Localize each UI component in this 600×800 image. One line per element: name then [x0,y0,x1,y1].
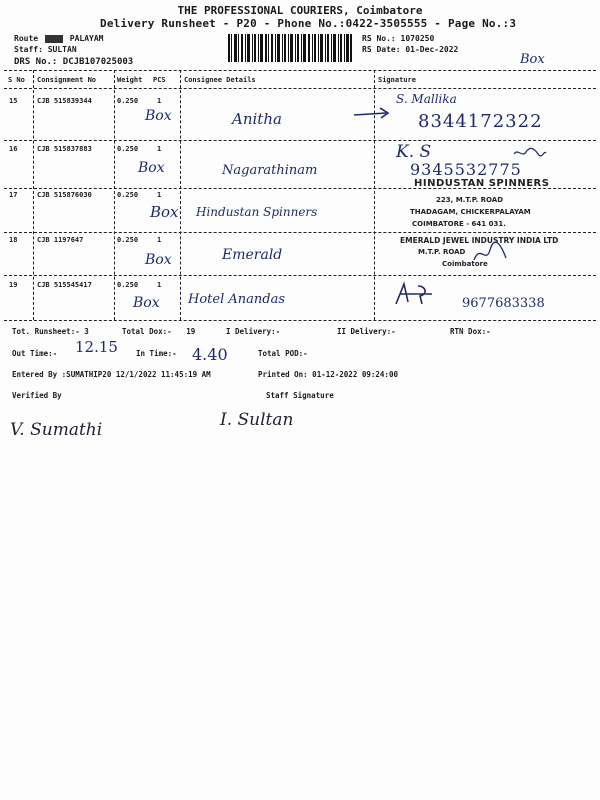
route-label: Route [14,34,39,43]
row-consignee: Hotel Anandas [188,292,285,307]
row-weight: 0.250 [117,236,139,244]
handwritten-box-tag: Box [520,52,545,67]
rs-no-line [362,34,434,43]
row-pcs: 1 [157,281,162,289]
ii-delivery: II Delivery:- [337,327,396,336]
row-hw-type: Box [150,203,179,221]
drs-label: DRS No.: [14,57,58,67]
staff-signature-label: Staff Signature [266,391,334,400]
row-sno: 17 [9,191,18,199]
row-hw-type: Box [145,108,172,124]
row-pcs: 1 [157,97,162,105]
row-hw-type: Box [145,252,172,268]
row-rule [4,275,596,276]
total-dox-label: Total Dox:- [122,327,172,336]
row-weight: 0.250 [117,191,139,199]
row-sig-name: S. Mallika [396,92,457,106]
row-sig-phone: 9345532775 [410,160,522,179]
col-header-consignment: Consignment No [37,76,97,84]
row-sno: 15 [9,97,18,105]
row-consignment: CJB 1197647 [37,236,84,244]
arrow-icon [352,106,392,120]
col-divider [33,70,34,320]
col-header-signature: Signature [378,76,416,84]
row-pcs: 1 [157,191,162,199]
row-rule [4,232,596,233]
drs-value: DCJB107025003 [62,57,134,67]
total-pod: Total POD:- [258,349,308,358]
table-header-rule [4,88,596,89]
i-delivery: I Delivery:- [226,327,281,336]
row-weight: 0.250 [117,281,139,289]
verified-by-label: Verified By [12,391,62,400]
route-value: PALAYAM [69,34,104,43]
stamp-emerald-line1: EMERALD JEWEL INDUSTRY INDIA LTD [400,236,559,245]
col-header-consignee: Consignee Details [184,76,256,84]
row-hw-type: Box [138,160,165,176]
row-consignment: CJB 515876030 [37,191,92,199]
row-rule [4,140,596,141]
signature-scribble [392,280,442,308]
row-consignee: Anitha [232,110,282,128]
row-consignee: Nagarathinam [222,163,318,178]
table-bottom-rule [4,320,596,321]
staff-label: Staff: [14,45,43,54]
rs-date-label: RS Date: [362,45,401,54]
total-dox-value: 19 [186,327,196,336]
table-top-rule [4,70,596,71]
smudge-mark [45,35,63,43]
row-pcs: 1 [157,236,162,244]
company-title: THE PROFESSIONAL COURIERS, Coimbatore [177,4,423,17]
tot-runsheet: Tot. Runsheet:- 3 [12,327,89,336]
row-consignment: CJB 515839344 [37,97,92,105]
signature-scribble [470,240,510,268]
stamp-emerald-line3: Coimbatore [442,260,488,268]
row-sig-phone: 9677683338 [462,296,545,311]
row-sig-phone: 8344172322 [418,111,543,132]
drs-line [14,57,133,67]
col-header-pcs: PCS [153,76,166,84]
rtn-dox: RTN Dox:- [450,327,491,336]
in-time-value: 4.40 [192,345,228,364]
row-consignee: Emerald [222,247,283,263]
in-time-label: In Time:- [136,349,177,358]
stamp-emerald-line2: M.T.P. ROAD [418,248,466,256]
printed-on: Printed On: 01-12-2022 09:24:00 [258,370,398,379]
row-consignment: CJB 515545417 [37,281,92,289]
total-dox-line [122,327,195,336]
stamp-hindustan-line4: COIMBATORE - 641 031. [412,220,506,228]
stamp-hindustan-line3: THADAGAM, CHICKERPALAYAM [410,208,531,216]
col-divider [180,70,181,320]
row-hw-type: Box [133,295,160,311]
rs-date-line [362,45,458,54]
col-divider [114,70,115,320]
entered-by: Entered By :SUMATHIP20 12/1/2022 11:45:19 AM [12,370,211,379]
rs-date-value: 01-Dec-2022 [405,45,459,54]
staff-value: SULTAN [47,45,77,54]
staff-signature: I. Sultan [220,410,294,430]
row-weight: 0.250 [117,145,139,153]
verified-signature: V. Sumathi [10,420,103,440]
stamp-hindustan-line2: 223, M.T.P. ROAD [436,196,504,204]
col-header-weight: Weight [117,76,143,84]
runsheet-subtitle: Delivery Runsheet - P20 - Phone No.:0422-3505555 - Page No.:3 [100,17,517,30]
col-header-sno: S No [8,76,25,84]
rs-no-label: RS No.: [362,34,396,43]
row-consignee: Hindustan Spinners [196,205,318,219]
rs-no-value: 1070250 [400,34,435,43]
staff-line [14,45,77,54]
row-pcs: 1 [157,145,162,153]
row-sno: 19 [9,281,18,289]
row-consignment: CJB 515837883 [37,145,92,153]
stamp-hindustan-line1: HINDUSTAN SPINNERS [414,178,550,189]
out-time-value: 12.15 [75,338,118,356]
row-weight: 0.250 [117,97,139,105]
row-sno: 16 [9,145,18,153]
out-time-label: Out Time:- [12,349,58,358]
row-sno: 18 [9,236,18,244]
barcode-graphic [228,34,352,62]
row-sig-name: K. S [396,142,432,162]
route-line [14,34,103,43]
tamil-signature-scribble [512,146,548,158]
